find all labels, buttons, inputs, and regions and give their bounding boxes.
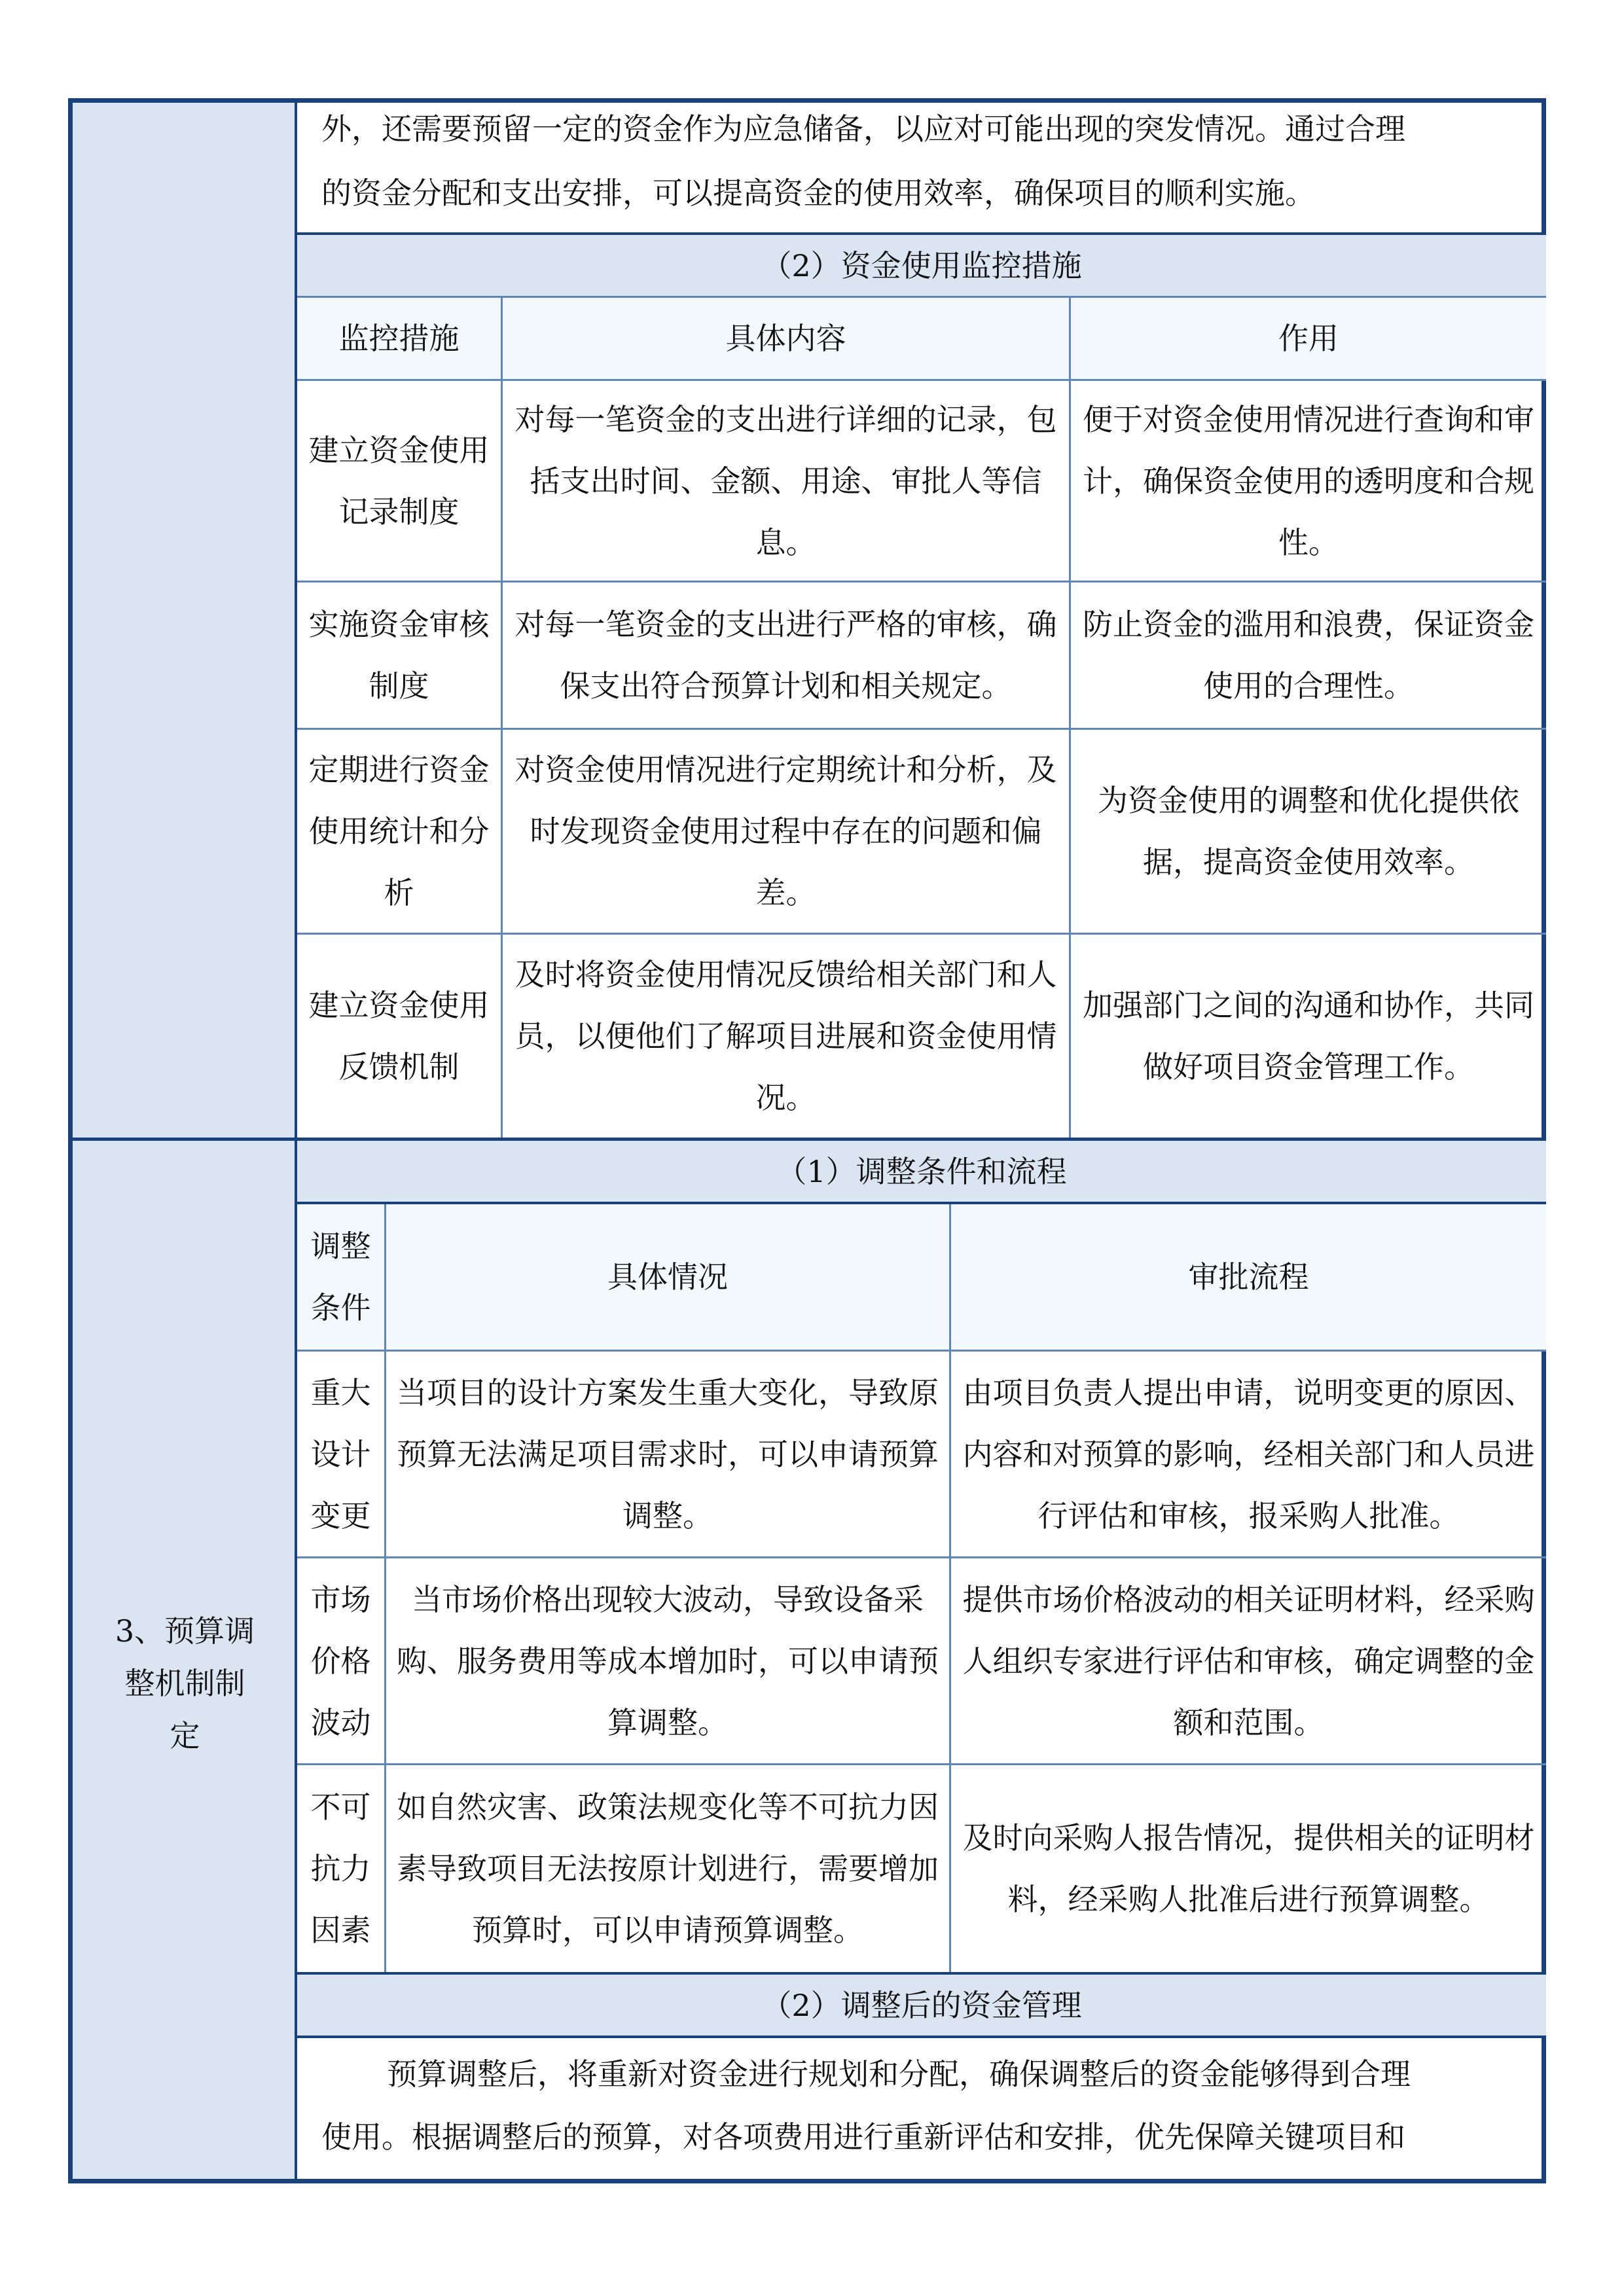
adjust-row2-process: 提供市场价格波动的相关证明材料，经采购人组织专家进行评估和审核，确定调整的金额和范围。 <box>962 1581 1535 1740</box>
adjust-row1-condition: 重大设计变更 <box>310 1374 371 1534</box>
monitoring-row4-content: 及时将资金使用情况反馈给相关部门和人员，以便他们了解项目进展和资金使用情况。 <box>514 957 1057 1115</box>
adjust-row2-condition: 市场价格波动 <box>310 1581 371 1740</box>
adjust-row3-situation: 如自然灾害、政策法规变化等不可抗力因素导致项目无法按原计划进行，需要增加预算时，可以申请预算调整。 <box>397 1789 939 1948</box>
adjust-header-situation: 具体情况 <box>386 1204 949 1350</box>
after-paragraph-line1: 预算调整后，将重新对资金进行规划和分配，确保调整后的资金能够得到合理 <box>387 2056 1411 2092</box>
after-paragraph-line2: 使用。根据调整后的预算，对各项费用进行重新评估和安排，优先保障关键项目和 <box>321 2119 1405 2155</box>
adjust-row3-process: 及时向采购人报告情况，提供相关的证明材料，经采购人批准后进行预算调整。 <box>962 1820 1535 1917</box>
monitoring-header-measure: 监控措施 <box>297 298 501 379</box>
monitoring-row3-effect: 为资金使用的调整和优化提供依据，提高资金使用效率。 <box>1098 783 1519 880</box>
monitoring-header-content: 具体内容 <box>503 298 1069 379</box>
document-table-frame <box>68 98 1546 2183</box>
monitoring-row4-measure: 建立资金使用反馈机制 <box>308 988 490 1085</box>
monitoring-title: （2）资金使用监控措施 <box>297 235 1546 296</box>
monitoring-row3-content: 对资金使用情况进行定期统计和分析，及时发现资金使用过程中存在的问题和偏差。 <box>514 752 1057 910</box>
monitoring-row1-effect: 便于对资金使用情况进行查询和审计，确保资金使用的透明度和合规性。 <box>1083 401 1534 560</box>
monitoring-row2-effect: 防止资金的滥用和浪费，保证资金使用的合理性。 <box>1083 607 1534 704</box>
section3-label: 3、预算调整机制制定 <box>115 1613 255 1753</box>
after-adjust-title: （2）调整后的资金管理 <box>297 1975 1546 2036</box>
adjust-row2-situation: 当市场价格出现较大波动，导致设备采购、服务费用等成本增加时，可以申请预算调整。 <box>397 1581 939 1740</box>
adjust-row1-situation: 当项目的设计方案发生重大变化，导致原预算无法满足项目需求时，可以申请预算调整。 <box>397 1374 939 1534</box>
adjust-header-condition: 调整条件 <box>297 1204 384 1350</box>
section-label-column <box>73 103 297 2179</box>
adjust-row3-condition: 不可抗力因素 <box>310 1789 371 1948</box>
monitoring-row4-effect: 加强部门之间的沟通和协作，共同做好项目资金管理工作。 <box>1083 988 1534 1085</box>
adjust-header-process: 审批流程 <box>951 1204 1546 1350</box>
adjust-row1-process: 由项目负责人提出申请，说明变更的原因、内容和对预算的影响，经相关部门和人员进行评估和审核，报采购人批准。 <box>962 1374 1535 1534</box>
monitoring-header-effect: 作用 <box>1071 298 1546 379</box>
monitoring-row1-content: 对每一笔资金的支出进行详细的记录，包括支出时间、金额、用途、审批人等信息。 <box>514 401 1057 560</box>
monitoring-row3-measure: 定期进行资金使用统计和分析 <box>308 752 490 910</box>
monitoring-row1-measure: 建立资金使用记录制度 <box>308 432 490 529</box>
top-paragraph-line2: 的资金分配和支出安排，可以提高资金的使用效率，确保项目的顺利实施。 <box>321 175 1315 211</box>
top-paragraph-line1: 外，还需要预留一定的资金作为应急储备，以应对可能出现的突发情况。通过合理 <box>321 111 1405 147</box>
adjust-title: （1）调整条件和流程 <box>297 1141 1546 1202</box>
monitoring-row2-measure: 实施资金审核制度 <box>308 607 490 704</box>
monitoring-row2-content: 对每一笔资金的支出进行严格的审核，确保支出符合预算计划和相关规定。 <box>514 607 1057 704</box>
